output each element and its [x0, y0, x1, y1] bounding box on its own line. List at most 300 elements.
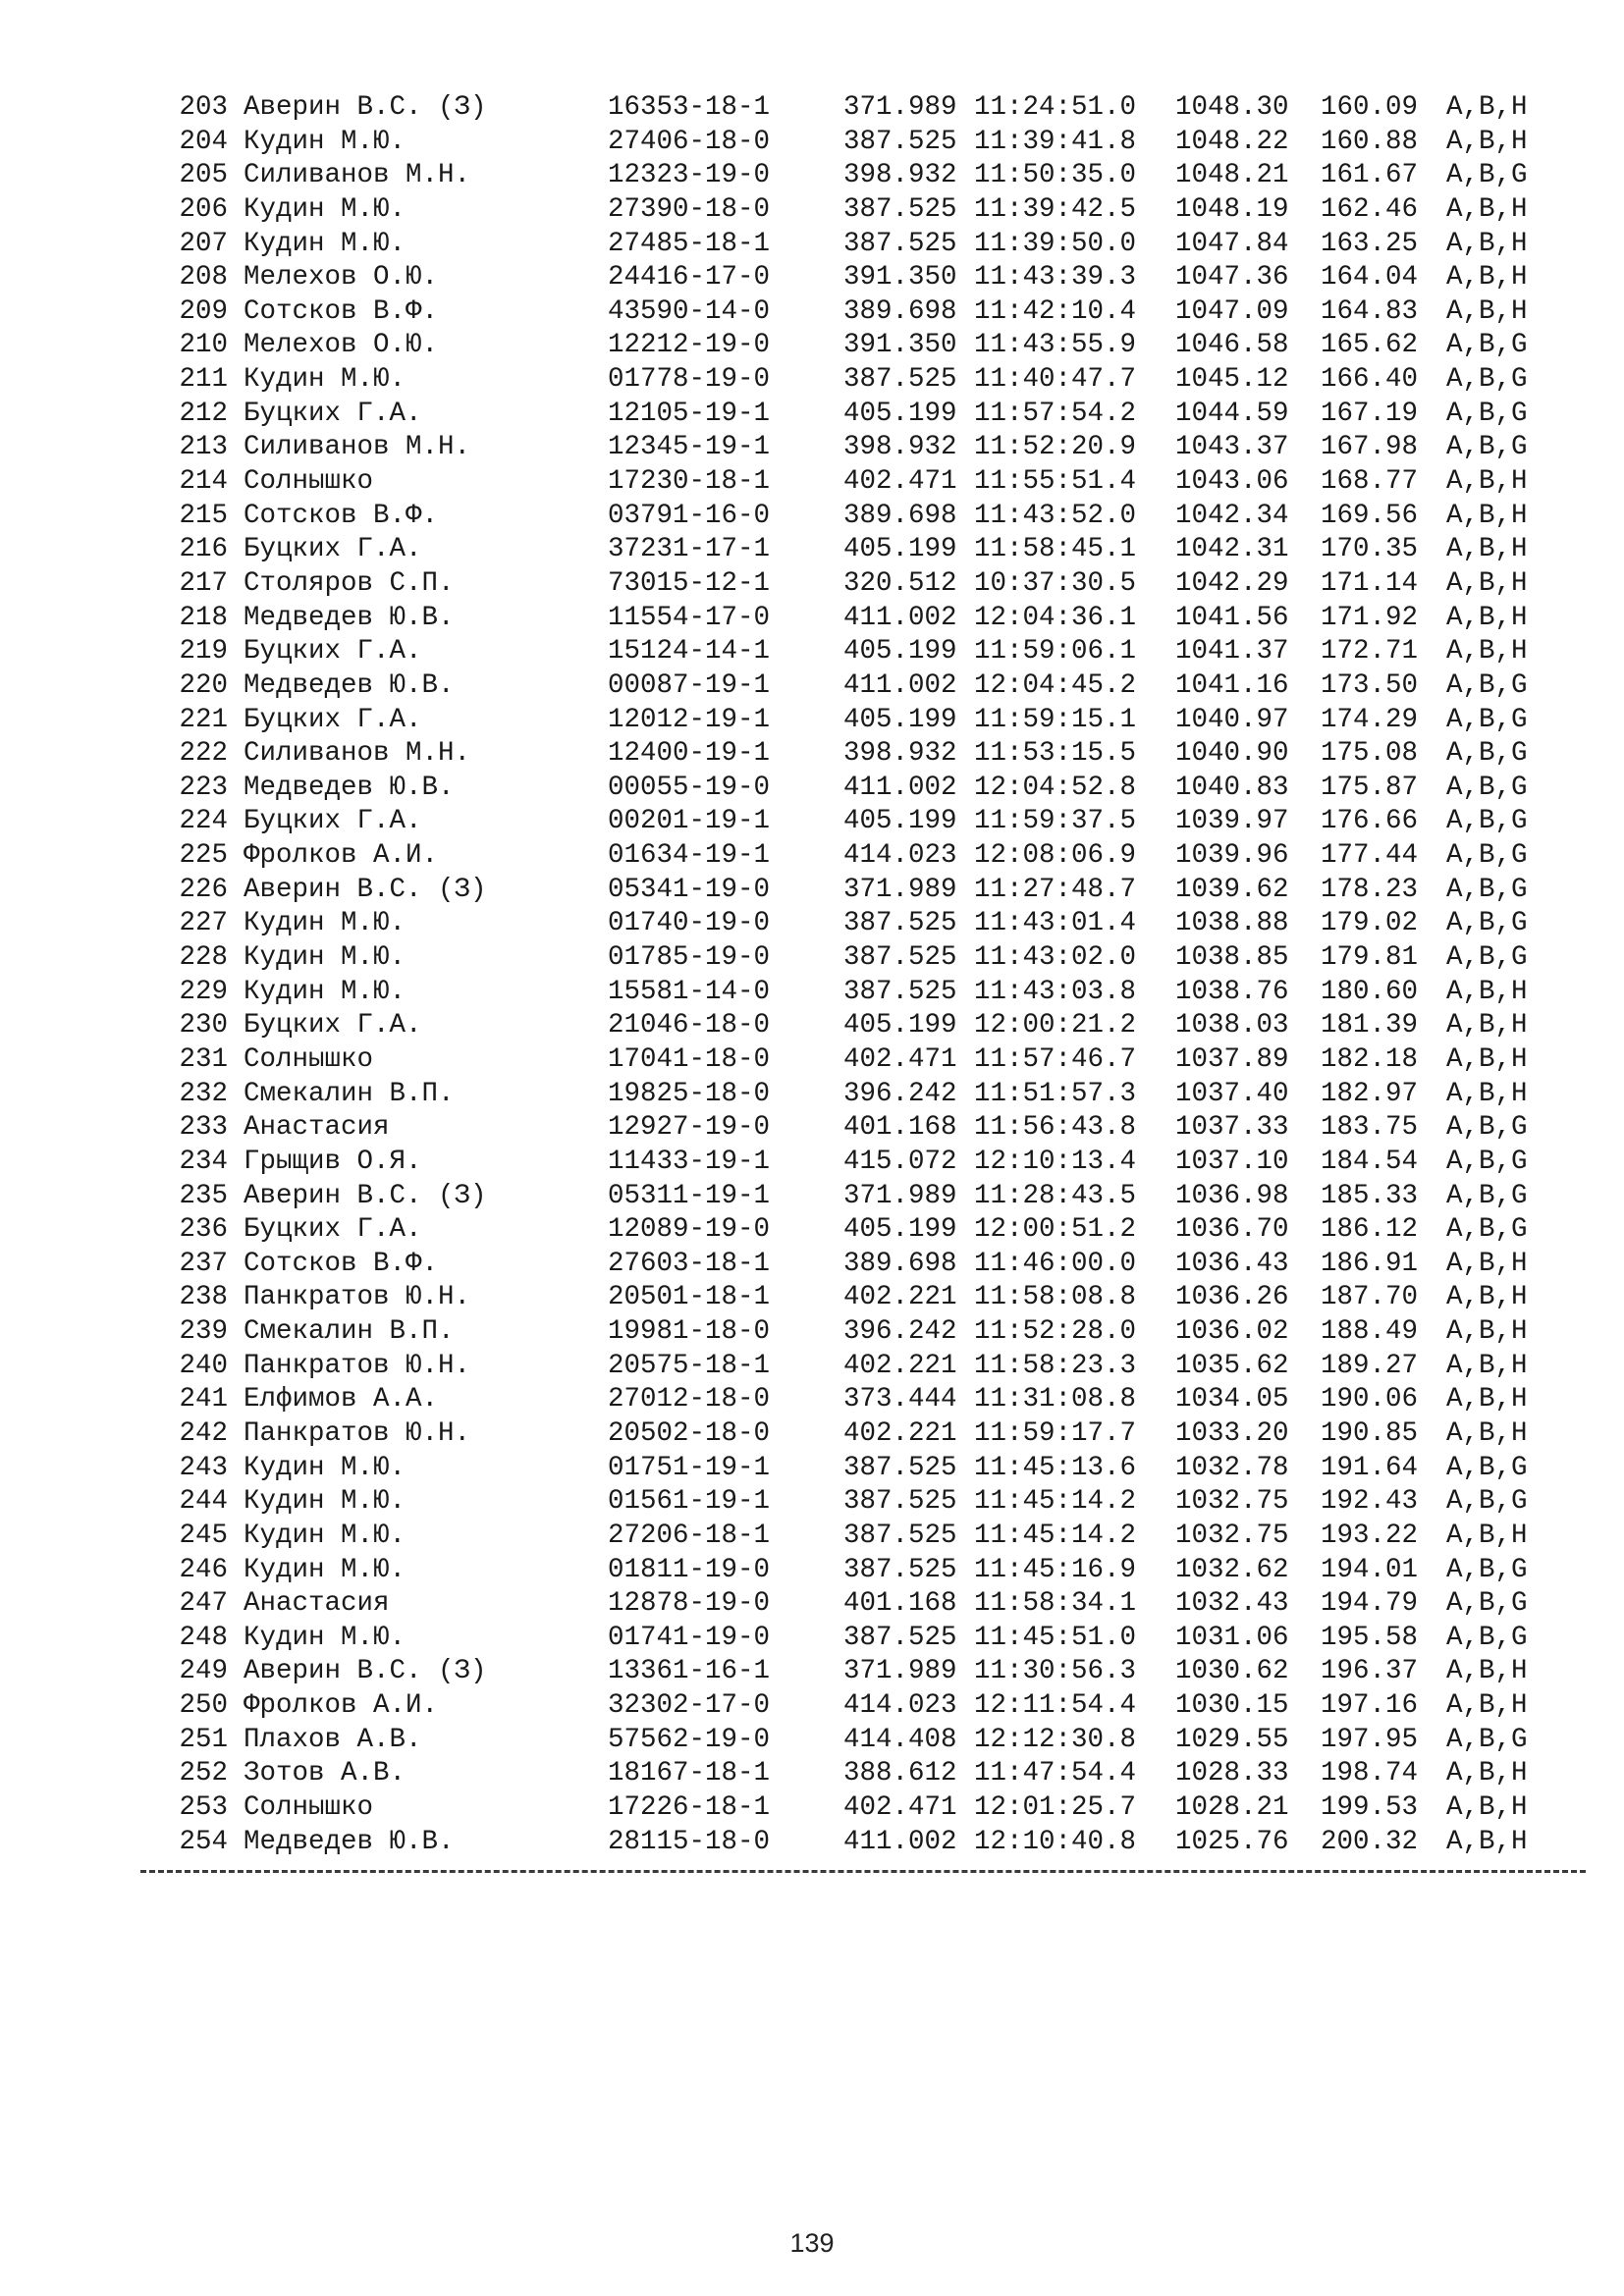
table-row: [157, 533, 1528, 567]
speed-cell: 1030.15: [1175, 1690, 1289, 1722]
speed-cell: 1046.58: [1175, 330, 1289, 361]
fancier-name-cell: Аверин В.С. (З): [244, 874, 487, 905]
ring-number-cell: 15581-14-0: [608, 976, 771, 1007]
fancier-name-cell: Кудин М.Ю.: [244, 364, 406, 396]
table-row: [157, 1587, 1528, 1622]
position-cell: 241: [179, 1384, 228, 1415]
points-cell: 189.27: [1321, 1350, 1419, 1381]
classes-cell: A,B,H: [1446, 1043, 1528, 1075]
arrival-time-cell: 12:11:54.4: [974, 1690, 1137, 1722]
arrival-time-cell: 12:10:13.4: [974, 1146, 1137, 1177]
ring-number-cell: 12323-19-0: [608, 160, 771, 191]
table-row: [157, 1757, 1528, 1791]
table-row: [157, 839, 1528, 874]
points-cell: 169.56: [1321, 500, 1419, 531]
fancier-name-cell: Сотсков В.Ф.: [244, 500, 439, 531]
fancier-name-cell: Аверин В.С. (З): [244, 1180, 487, 1211]
table-row: [157, 1350, 1528, 1384]
distance-cell: 396.242: [843, 1078, 957, 1109]
speed-cell: 1047.09: [1175, 295, 1289, 327]
table-row: [157, 295, 1528, 330]
ring-number-cell: 11433-19-1: [608, 1146, 771, 1177]
distance-cell: 387.525: [843, 1452, 957, 1483]
table-row: [157, 228, 1528, 262]
arrival-time-cell: 11:50:35.0: [974, 160, 1137, 191]
table-row: [157, 1622, 1528, 1656]
distance-cell: 411.002: [843, 1826, 957, 1857]
ring-number-cell: 01785-19-0: [608, 942, 771, 974]
points-cell: 175.08: [1321, 738, 1419, 770]
arrival-time-cell: 11:45:51.0: [974, 1622, 1137, 1653]
fancier-name-cell: Кудин М.Ю.: [244, 1486, 406, 1518]
arrival-time-cell: 11:43:01.4: [974, 908, 1137, 939]
classes-cell: A,B,H: [1446, 1384, 1528, 1415]
position-cell: 240: [179, 1350, 228, 1381]
table-row: [157, 1146, 1528, 1180]
arrival-time-cell: 11:45:14.2: [974, 1486, 1137, 1518]
points-cell: 190.06: [1321, 1384, 1419, 1415]
speed-cell: 1037.40: [1175, 1078, 1289, 1109]
speed-cell: 1036.02: [1175, 1316, 1289, 1348]
classes-cell: A,B,H: [1446, 1078, 1528, 1109]
classes-cell: A,B,H: [1446, 602, 1528, 633]
distance-cell: 388.612: [843, 1758, 957, 1789]
points-cell: 193.22: [1321, 1520, 1419, 1551]
distance-cell: 414.023: [843, 840, 957, 872]
position-cell: 253: [179, 1792, 228, 1824]
distance-cell: 405.199: [843, 1010, 957, 1041]
table-row: [157, 1078, 1528, 1112]
table-row: [157, 805, 1528, 839]
distance-cell: 398.932: [843, 738, 957, 770]
classes-cell: A,B,H: [1446, 1350, 1528, 1381]
ring-number-cell: 19825-18-0: [608, 1078, 771, 1109]
arrival-time-cell: 11:57:54.2: [974, 398, 1137, 429]
arrival-time-cell: 11:59:17.7: [974, 1417, 1137, 1449]
distance-cell: 371.989: [843, 92, 957, 123]
distance-cell: 405.199: [843, 806, 957, 837]
points-cell: 199.53: [1321, 1792, 1419, 1824]
points-cell: 186.12: [1321, 1214, 1419, 1246]
points-cell: 180.60: [1321, 976, 1419, 1007]
distance-cell: 391.350: [843, 330, 957, 361]
classes-cell: A,B,H: [1446, 1656, 1528, 1687]
points-cell: 174.29: [1321, 704, 1419, 735]
position-cell: 232: [179, 1078, 228, 1109]
classes-cell: A,B,H: [1446, 466, 1528, 498]
speed-cell: 1028.33: [1175, 1758, 1289, 1789]
ring-number-cell: 21046-18-0: [608, 1010, 771, 1041]
distance-cell: 402.471: [843, 466, 957, 498]
classes-cell: A,B,G: [1446, 1554, 1528, 1585]
table-row: [157, 1452, 1528, 1486]
speed-cell: 1048.30: [1175, 92, 1289, 123]
arrival-time-cell: 11:58:34.1: [974, 1588, 1137, 1620]
classes-cell: A,B,G: [1446, 1146, 1528, 1177]
distance-cell: 387.525: [843, 1520, 957, 1551]
table-row: [157, 363, 1528, 398]
position-cell: 224: [179, 806, 228, 837]
table-row: [157, 737, 1528, 772]
fancier-name-cell: Медведев Ю.В.: [244, 669, 455, 701]
distance-cell: 387.525: [843, 126, 957, 157]
table-row: [157, 635, 1528, 669]
points-cell: 167.19: [1321, 398, 1419, 429]
ring-number-cell: 27206-18-1: [608, 1520, 771, 1551]
classes-cell: A,B,G: [1446, 398, 1528, 429]
classes-cell: A,B,H: [1446, 193, 1528, 225]
position-cell: 220: [179, 669, 228, 701]
arrival-time-cell: 11:58:08.8: [974, 1282, 1137, 1313]
points-cell: 161.67: [1321, 160, 1419, 191]
arrival-time-cell: 12:10:40.8: [974, 1826, 1137, 1857]
table-row: [157, 976, 1528, 1010]
table-row: [157, 126, 1528, 160]
points-cell: 194.01: [1321, 1554, 1419, 1585]
distance-cell: 405.199: [843, 704, 957, 735]
arrival-time-cell: 10:37:30.5: [974, 567, 1137, 599]
arrival-time-cell: 12:04:36.1: [974, 602, 1137, 633]
points-cell: 160.09: [1321, 92, 1419, 123]
table-row: [157, 1520, 1528, 1554]
speed-cell: 1042.29: [1175, 567, 1289, 599]
table-row: [157, 193, 1528, 228]
position-cell: 247: [179, 1588, 228, 1620]
ring-number-cell: 17226-18-1: [608, 1792, 771, 1824]
fancier-name-cell: Аверин В.С. (З): [244, 92, 487, 123]
ring-number-cell: 20502-18-0: [608, 1417, 771, 1449]
distance-cell: 387.525: [843, 228, 957, 259]
fancier-name-cell: Солнышко: [244, 466, 374, 498]
arrival-time-cell: 11:57:46.7: [974, 1043, 1137, 1075]
points-cell: 167.98: [1321, 432, 1419, 463]
classes-cell: A,B,G: [1446, 772, 1528, 803]
position-cell: 234: [179, 1146, 228, 1177]
fancier-name-cell: Анастасия: [244, 1112, 390, 1144]
distance-cell: 387.525: [843, 908, 957, 939]
speed-cell: 1047.36: [1175, 262, 1289, 294]
fancier-name-cell: Кудин М.Ю.: [244, 1452, 406, 1483]
classes-cell: A,B,G: [1446, 1180, 1528, 1211]
distance-cell: 387.525: [843, 1622, 957, 1653]
speed-cell: 1037.10: [1175, 1146, 1289, 1177]
ring-number-cell: 12927-19-0: [608, 1112, 771, 1144]
ring-number-cell: 12345-19-1: [608, 432, 771, 463]
table-row: [157, 907, 1528, 941]
distance-cell: 389.698: [843, 295, 957, 327]
arrival-time-cell: 12:04:45.2: [974, 669, 1137, 701]
points-cell: 181.39: [1321, 1010, 1419, 1041]
position-cell: 217: [179, 567, 228, 599]
speed-cell: 1045.12: [1175, 364, 1289, 396]
position-cell: 242: [179, 1417, 228, 1449]
fancier-name-cell: Медведев Ю.В.: [244, 602, 455, 633]
fancier-name-cell: Фролков А.И.: [244, 1690, 439, 1722]
table-row: [157, 941, 1528, 976]
points-cell: 192.43: [1321, 1486, 1419, 1518]
distance-cell: 405.199: [843, 636, 957, 667]
distance-cell: 414.408: [843, 1724, 957, 1755]
points-cell: 179.02: [1321, 908, 1419, 939]
ring-number-cell: 17230-18-1: [608, 466, 771, 498]
arrival-time-cell: 11:55:51.4: [974, 466, 1137, 498]
classes-cell: A,B,H: [1446, 1282, 1528, 1313]
distance-cell: 402.471: [843, 1043, 957, 1075]
distance-cell: 405.199: [843, 534, 957, 565]
classes-cell: A,B,G: [1446, 840, 1528, 872]
arrival-time-cell: 12:12:30.8: [974, 1724, 1137, 1755]
ring-number-cell: 11554-17-0: [608, 602, 771, 633]
speed-cell: 1031.06: [1175, 1622, 1289, 1653]
distance-cell: 371.989: [843, 874, 957, 905]
speed-cell: 1039.96: [1175, 840, 1289, 872]
points-cell: 184.54: [1321, 1146, 1419, 1177]
arrival-time-cell: 11:56:43.8: [974, 1112, 1137, 1144]
fancier-name-cell: Кудин М.Ю.: [244, 1554, 406, 1585]
classes-cell: A,B,G: [1446, 1622, 1528, 1653]
classes-cell: A,B,H: [1446, 92, 1528, 123]
arrival-time-cell: 11:58:45.1: [974, 534, 1137, 565]
points-cell: 164.04: [1321, 262, 1419, 294]
speed-cell: 1037.89: [1175, 1043, 1289, 1075]
points-cell: 182.18: [1321, 1043, 1419, 1075]
points-cell: 187.70: [1321, 1282, 1419, 1313]
arrival-time-cell: 11:27:48.7: [974, 874, 1137, 905]
points-cell: 198.74: [1321, 1758, 1419, 1789]
fancier-name-cell: Столяров С.П.: [244, 567, 455, 599]
distance-cell: 411.002: [843, 602, 957, 633]
table-row: [157, 1248, 1528, 1282]
distance-cell: 398.932: [843, 432, 957, 463]
speed-cell: 1042.31: [1175, 534, 1289, 565]
table-row: [157, 567, 1528, 602]
speed-cell: 1035.62: [1175, 1350, 1289, 1381]
classes-cell: A,B,G: [1446, 1724, 1528, 1755]
fancier-name-cell: Медведев Ю.В.: [244, 772, 455, 803]
points-cell: 162.46: [1321, 193, 1419, 225]
speed-cell: 1044.59: [1175, 398, 1289, 429]
arrival-time-cell: 11:47:54.4: [974, 1758, 1137, 1789]
table-row: [157, 398, 1528, 432]
classes-cell: A,B,G: [1446, 160, 1528, 191]
points-cell: 170.35: [1321, 534, 1419, 565]
arrival-time-cell: 12:08:06.9: [974, 840, 1137, 872]
table-row: [157, 1554, 1528, 1588]
points-cell: 185.33: [1321, 1180, 1419, 1211]
points-cell: 175.87: [1321, 772, 1419, 803]
position-cell: 204: [179, 126, 228, 157]
distance-cell: 402.221: [843, 1282, 957, 1313]
ring-number-cell: 12400-19-1: [608, 738, 771, 770]
ring-number-cell: 12105-19-1: [608, 398, 771, 429]
position-cell: 236: [179, 1214, 228, 1246]
fancier-name-cell: Панкратов Ю.Н.: [244, 1417, 471, 1449]
arrival-time-cell: 12:00:51.2: [974, 1214, 1137, 1246]
table-row: [157, 1724, 1528, 1758]
position-cell: 248: [179, 1622, 228, 1653]
points-cell: 191.64: [1321, 1452, 1419, 1483]
speed-cell: 1028.21: [1175, 1792, 1289, 1824]
speed-cell: 1042.34: [1175, 500, 1289, 531]
classes-cell: A,B,G: [1446, 806, 1528, 837]
table-row: [157, 1417, 1528, 1452]
position-cell: 206: [179, 193, 228, 225]
position-cell: 210: [179, 330, 228, 361]
distance-cell: 387.525: [843, 364, 957, 396]
distance-cell: 415.072: [843, 1146, 957, 1177]
table-row: [157, 1826, 1528, 1860]
position-cell: 208: [179, 262, 228, 294]
speed-cell: 1036.70: [1175, 1214, 1289, 1246]
speed-cell: 1040.83: [1175, 772, 1289, 803]
fancier-name-cell: Смекалин В.П.: [244, 1078, 455, 1109]
ring-number-cell: 01811-19-0: [608, 1554, 771, 1585]
speed-cell: 1038.88: [1175, 908, 1289, 939]
arrival-time-cell: 11:52:28.0: [974, 1316, 1137, 1348]
arrival-time-cell: 11:43:39.3: [974, 262, 1137, 294]
distance-cell: 402.221: [843, 1417, 957, 1449]
points-cell: 194.79: [1321, 1588, 1419, 1620]
ring-number-cell: 15124-14-1: [608, 636, 771, 667]
ring-number-cell: 27485-18-1: [608, 228, 771, 259]
position-cell: 209: [179, 295, 228, 327]
arrival-time-cell: 12:00:21.2: [974, 1010, 1137, 1041]
speed-cell: 1033.20: [1175, 1417, 1289, 1449]
arrival-time-cell: 11:30:56.3: [974, 1656, 1137, 1687]
fancier-name-cell: Буцких Г.А.: [244, 636, 422, 667]
fancier-name-cell: Буцких Г.А.: [244, 704, 422, 735]
position-cell: 244: [179, 1486, 228, 1518]
table-row: [157, 1111, 1528, 1146]
fancier-name-cell: Фролков А.И.: [244, 840, 439, 872]
ring-number-cell: 20501-18-1: [608, 1282, 771, 1313]
speed-cell: 1029.55: [1175, 1724, 1289, 1755]
ring-number-cell: 12089-19-0: [608, 1214, 771, 1246]
points-cell: 173.50: [1321, 669, 1419, 701]
speed-cell: 1039.62: [1175, 874, 1289, 905]
fancier-name-cell: Панкратов Ю.Н.: [244, 1350, 471, 1381]
table-row: [157, 602, 1528, 636]
distance-cell: 373.444: [843, 1384, 957, 1415]
ring-number-cell: 73015-12-1: [608, 567, 771, 599]
classes-cell: A,B,H: [1446, 1248, 1528, 1279]
position-cell: 238: [179, 1282, 228, 1313]
position-cell: 205: [179, 160, 228, 191]
classes-cell: A,B,H: [1446, 295, 1528, 327]
results-table: [157, 91, 1528, 1859]
ring-number-cell: 16353-18-1: [608, 92, 771, 123]
arrival-time-cell: 11:52:20.9: [974, 432, 1137, 463]
classes-cell: A,B,H: [1446, 1520, 1528, 1551]
table-row: [157, 1383, 1528, 1417]
speed-cell: 1036.26: [1175, 1282, 1289, 1313]
table-row: [157, 1180, 1528, 1214]
fancier-name-cell: Кудин М.Ю.: [244, 976, 406, 1007]
ring-number-cell: 27390-18-0: [608, 193, 771, 225]
fancier-name-cell: Грыщив О.Я.: [244, 1146, 422, 1177]
fancier-name-cell: Елфимов А.А.: [244, 1384, 439, 1415]
table-row: [157, 1043, 1528, 1078]
table-row: [157, 91, 1528, 126]
table-row: [157, 465, 1528, 500]
arrival-time-cell: 11:42:10.4: [974, 295, 1137, 327]
ring-number-cell: 01634-19-1: [608, 840, 771, 872]
fancier-name-cell: Буцких Г.А.: [244, 1010, 422, 1041]
classes-cell: A,B,H: [1446, 976, 1528, 1007]
fancier-name-cell: Панкратов Ю.Н.: [244, 1282, 471, 1313]
classes-cell: A,B,H: [1446, 1758, 1528, 1789]
ring-number-cell: 05341-19-0: [608, 874, 771, 905]
arrival-time-cell: 11:58:23.3: [974, 1350, 1137, 1381]
table-row: [157, 1655, 1528, 1689]
ring-number-cell: 01751-19-1: [608, 1452, 771, 1483]
points-cell: 166.40: [1321, 364, 1419, 396]
speed-cell: 1038.76: [1175, 976, 1289, 1007]
points-cell: 195.58: [1321, 1622, 1419, 1653]
fancier-name-cell: Солнышко: [244, 1792, 374, 1824]
points-cell: 182.97: [1321, 1078, 1419, 1109]
position-cell: 214: [179, 466, 228, 498]
distance-cell: 411.002: [843, 669, 957, 701]
fancier-name-cell: Силиванов М.Н.: [244, 738, 471, 770]
speed-cell: 1047.84: [1175, 228, 1289, 259]
ring-number-cell: 13361-16-1: [608, 1656, 771, 1687]
arrival-time-cell: 11:59:37.5: [974, 806, 1137, 837]
fancier-name-cell: Медведев Ю.В.: [244, 1826, 455, 1857]
classes-cell: A,B,G: [1446, 908, 1528, 939]
fancier-name-cell: Буцких Г.А.: [244, 1214, 422, 1246]
distance-cell: 389.698: [843, 500, 957, 531]
ring-number-cell: 27603-18-1: [608, 1248, 771, 1279]
points-cell: 183.75: [1321, 1112, 1419, 1144]
position-cell: 213: [179, 432, 228, 463]
fancier-name-cell: Анастасия: [244, 1588, 390, 1620]
fancier-name-cell: Силиванов М.Н.: [244, 432, 471, 463]
ring-number-cell: 01561-19-1: [608, 1486, 771, 1518]
table-row: [157, 500, 1528, 534]
classes-cell: A,B,G: [1446, 364, 1528, 396]
classes-cell: A,B,H: [1446, 262, 1528, 294]
fancier-name-cell: Смекалин В.П.: [244, 1316, 455, 1348]
classes-cell: A,B,H: [1446, 1690, 1528, 1722]
ring-number-cell: 37231-17-1: [608, 534, 771, 565]
position-cell: 212: [179, 398, 228, 429]
speed-cell: 1037.33: [1175, 1112, 1289, 1144]
arrival-time-cell: 11:28:43.5: [974, 1180, 1137, 1211]
speed-cell: 1032.75: [1175, 1520, 1289, 1551]
distance-cell: 401.168: [843, 1112, 957, 1144]
classes-cell: A,B,H: [1446, 500, 1528, 531]
fancier-name-cell: Буцких Г.А.: [244, 806, 422, 837]
points-cell: 172.71: [1321, 636, 1419, 667]
classes-cell: A,B,H: [1446, 636, 1528, 667]
points-cell: 179.81: [1321, 942, 1419, 974]
ring-number-cell: 32302-17-0: [608, 1690, 771, 1722]
arrival-time-cell: 11:43:02.0: [974, 942, 1137, 974]
speed-cell: 1025.76: [1175, 1826, 1289, 1857]
table-row: [157, 329, 1528, 363]
classes-cell: A,B,G: [1446, 1588, 1528, 1620]
points-cell: 186.91: [1321, 1248, 1419, 1279]
speed-cell: 1048.22: [1175, 126, 1289, 157]
speed-cell: 1039.97: [1175, 806, 1289, 837]
position-cell: 233: [179, 1112, 228, 1144]
table-row: [157, 1485, 1528, 1520]
points-cell: 196.37: [1321, 1656, 1419, 1687]
arrival-time-cell: 11:39:50.0: [974, 228, 1137, 259]
table-row: [157, 1315, 1528, 1350]
ring-number-cell: 12878-19-0: [608, 1588, 771, 1620]
